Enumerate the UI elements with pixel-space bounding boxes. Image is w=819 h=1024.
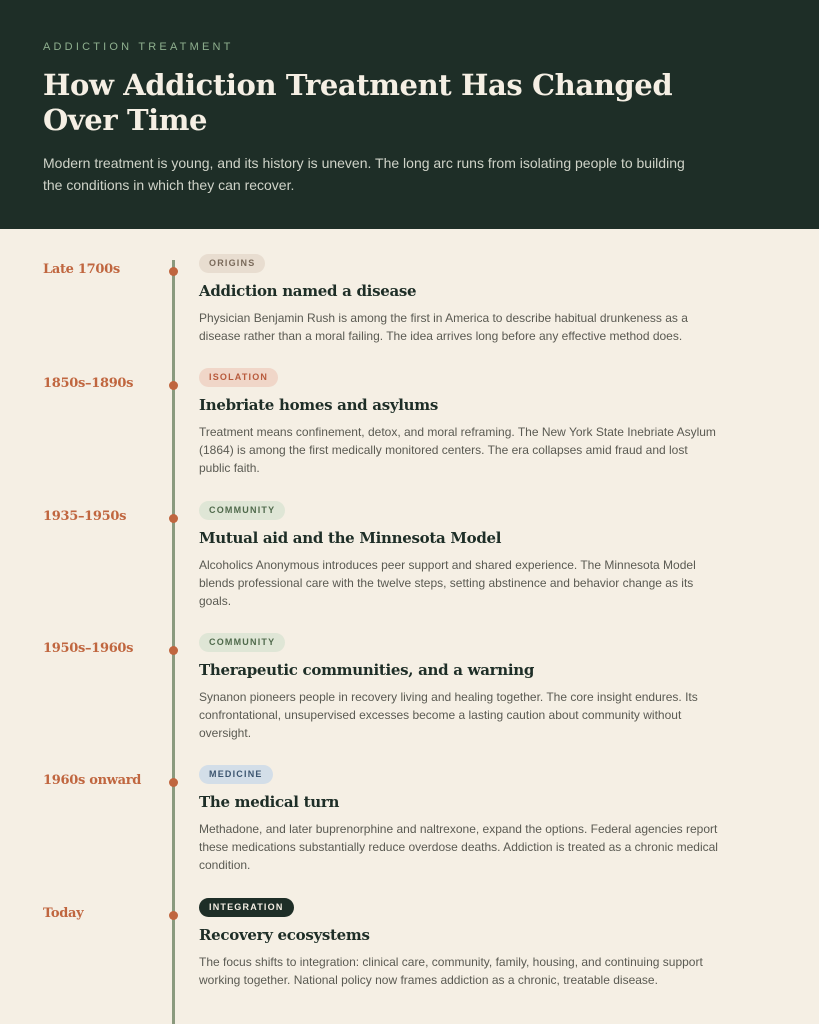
timeline-spine: [172, 260, 175, 1024]
entry-tag: COMMUNITY: [199, 501, 285, 520]
entry-body: Alcoholics Anonymous introduces peer support and shared experience. The Minnesota Model blends professional care with the twelve steps, setting abstinence and behavior change as its goals.: [199, 558, 696, 608]
entry-tag: COMMUNITY: [199, 633, 285, 652]
entry-title: The medical turn: [199, 793, 340, 811]
entry-tag: ISOLATION: [199, 368, 278, 387]
entry-body: Synanon pioneers people in recovery living and healing together. The core insight endures. Its confrontational, unsupervised excesses become a lasting caution about community without oversight.: [199, 690, 698, 740]
entry-tag: INTEGRATION: [199, 898, 294, 917]
entry-date: 1850s–1890s: [43, 376, 134, 391]
entry-date: 1935–1950s: [43, 509, 127, 524]
entry-date: Late 1700s: [43, 262, 120, 277]
entry-body: Physician Benjamin Rush is among the first in America to describe habitual drunkeness as a disease rather than a moral failing. The idea arrives long before any effective method does.: [199, 311, 688, 343]
entry-title: Inebriate homes and asylums: [199, 396, 438, 414]
entry-tag: MEDICINE: [199, 765, 273, 784]
entry-title: Mutual aid and the Minnesota Model: [199, 529, 502, 547]
entry-body: Treatment means confinement, detox, and moral reframing. The New York State Inebriate Asylum (1864) is among the first medically monitored centers. The era collapses amid fraud and lost public faith.: [199, 425, 716, 475]
page-subtitle: Modern treatment is young, and its history is uneven. The long arc runs from isolating people to building the conditions in which they can recover.: [43, 155, 685, 193]
timeline-dot: [169, 911, 178, 920]
entry-date: Today: [43, 906, 84, 921]
entry-title: Addiction named a disease: [199, 282, 417, 300]
timeline-dot: [169, 514, 178, 523]
entry-title: Recovery ecosystems: [199, 926, 370, 944]
timeline-dot: [169, 267, 178, 276]
timeline-dot: [169, 646, 178, 655]
hero-header: [0, 0, 819, 229]
entry-date: 1960s onward: [43, 773, 142, 788]
eyebrow-label: ADDICTION TREATMENT: [43, 41, 234, 53]
timeline-dot: [169, 381, 178, 390]
timeline-dot: [169, 778, 178, 787]
entry-title: Therapeutic communities, and a warning: [199, 661, 535, 679]
entry-date: 1950s–1960s: [43, 641, 134, 656]
page-title: How Addiction Treatment Has Changed Over Time: [43, 68, 673, 137]
entry-body: The focus shifts to integration: clinical care, community, family, housing, and continuing support working together. National policy now frames addiction as a chronic, treatable disease.: [199, 955, 703, 987]
entry-body: Methadone, and later buprenorphine and naltrexone, expand the options. Federal agencies report these medications substantially reduce overdose deaths. Addiction is treated as a chronic medical condition.: [199, 822, 718, 872]
entry-tag: ORIGINS: [199, 254, 265, 273]
